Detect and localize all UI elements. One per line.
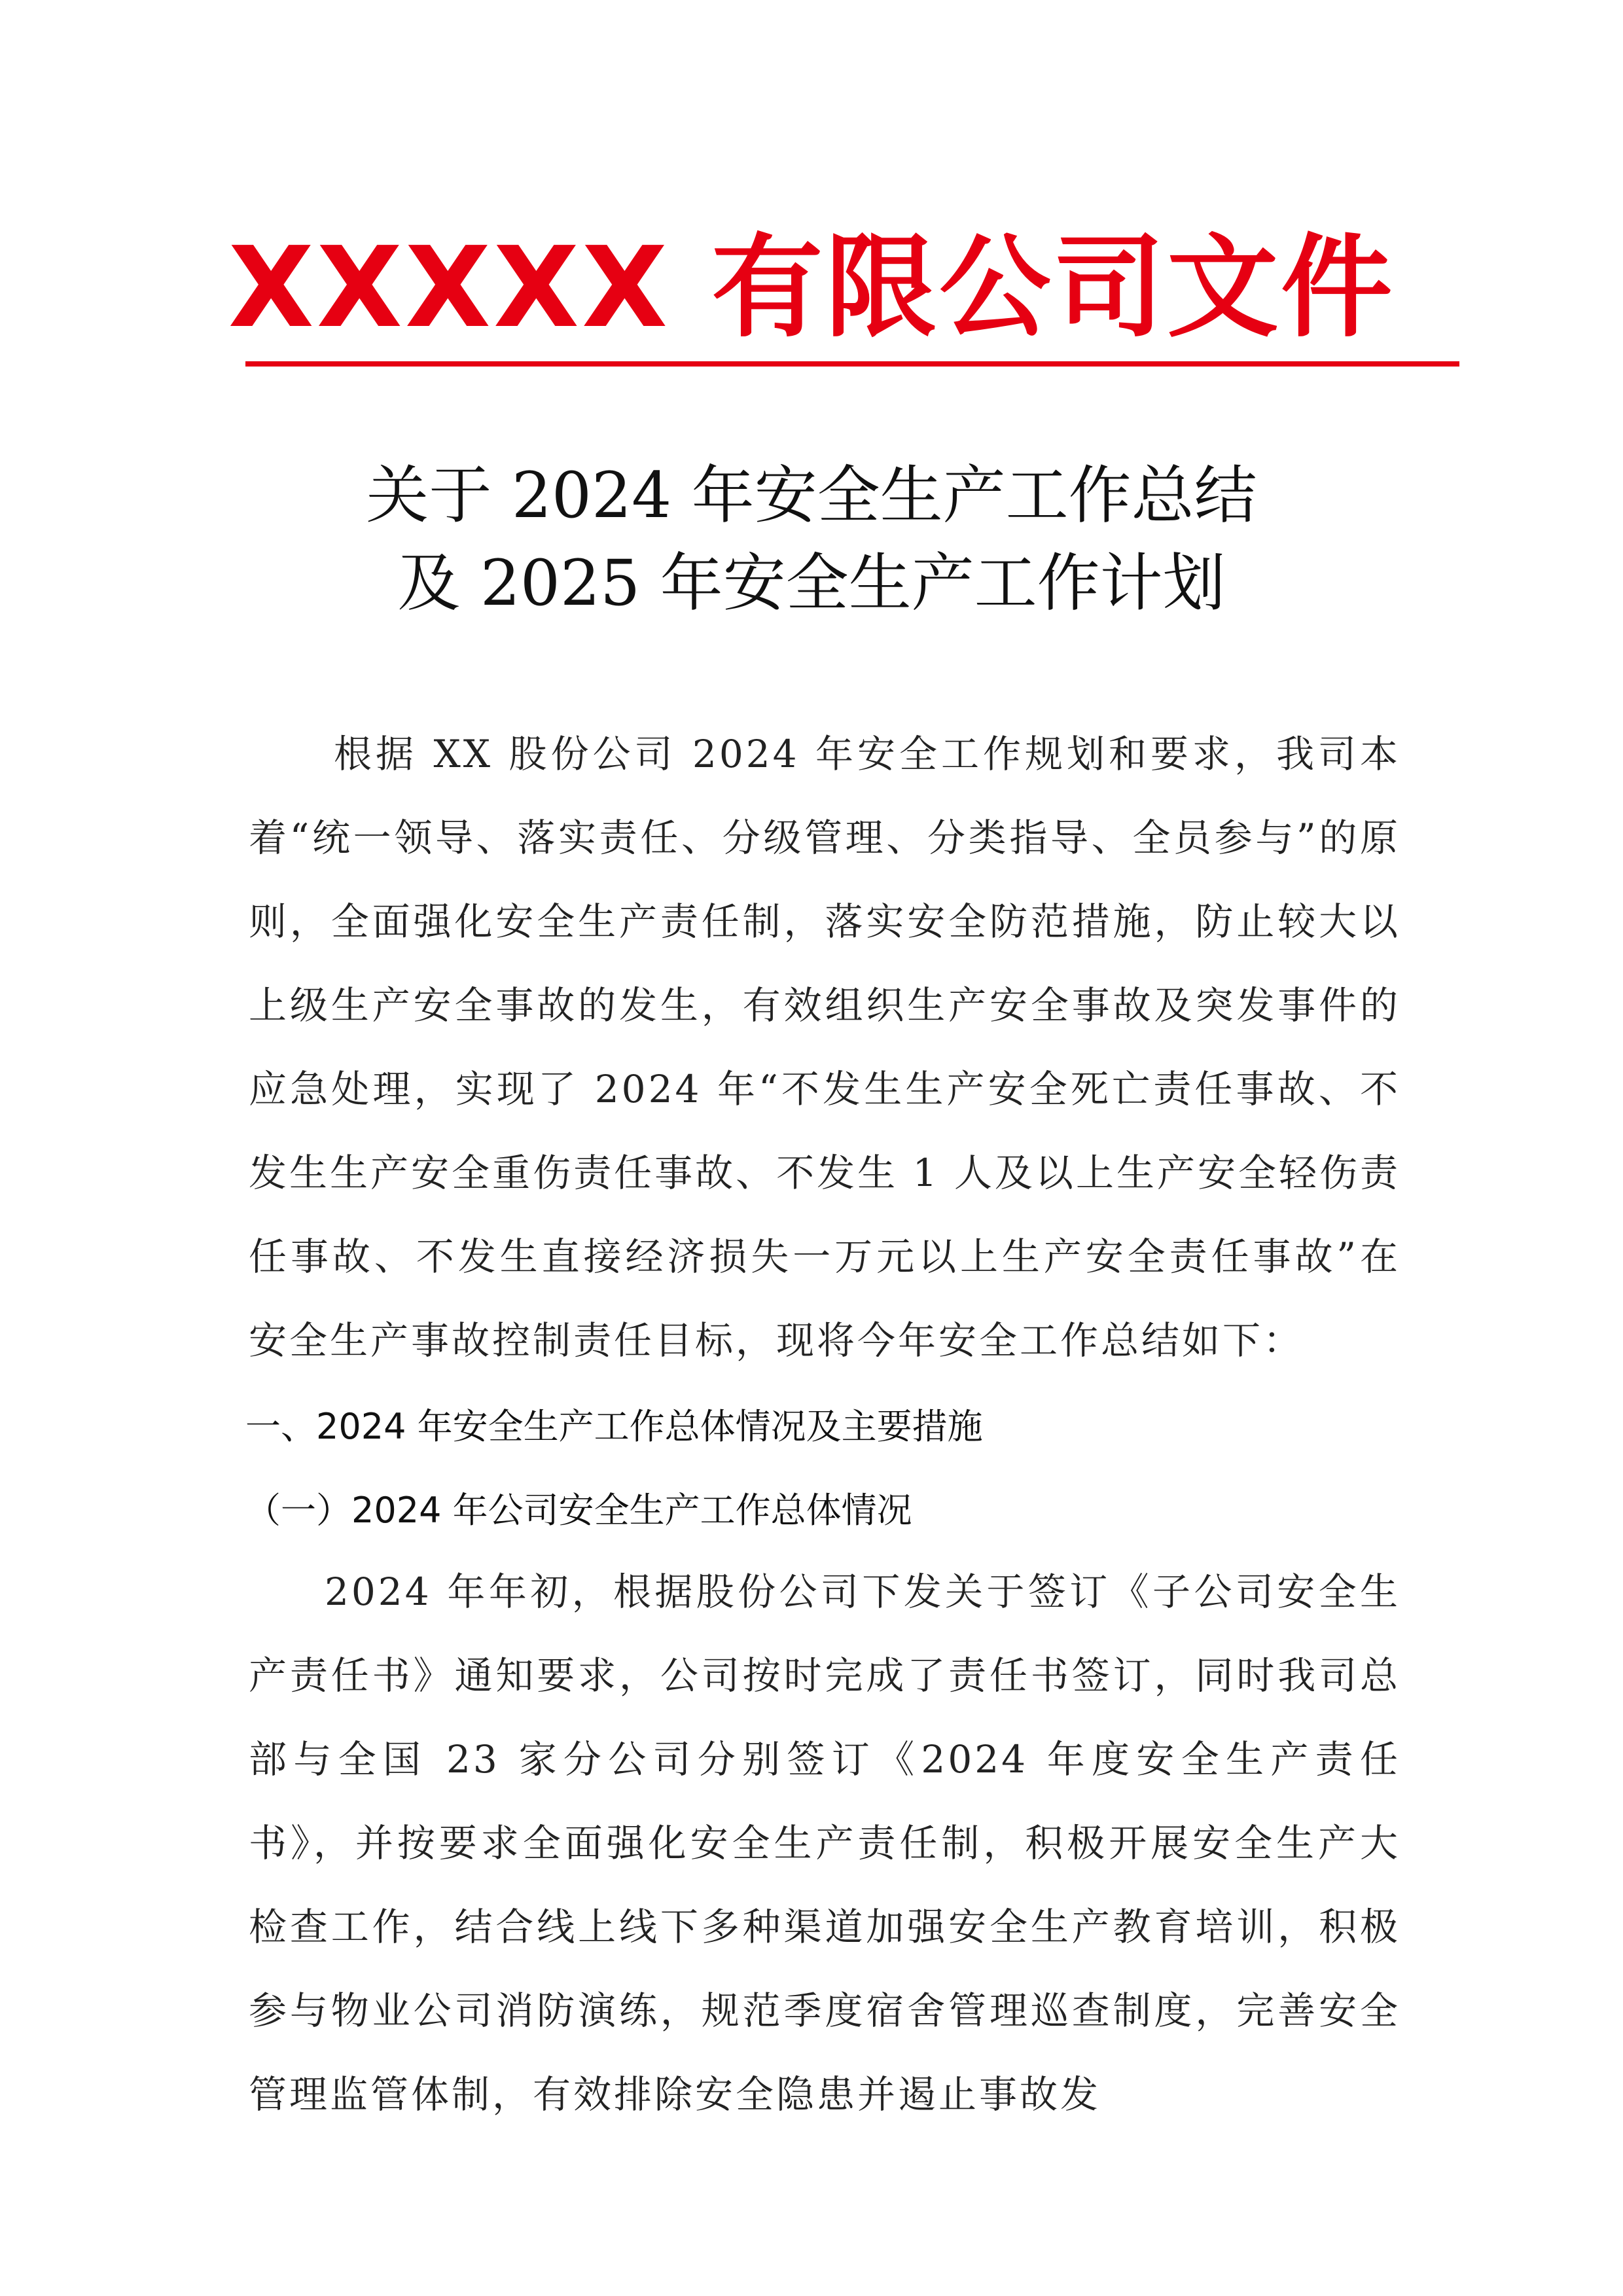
document-header-title: XXXXX 有限公司文件 [228,223,1395,353]
section-heading-1: 一、2024 年安全生产工作总体情况及主要措施 [245,1406,983,1447]
intro-paragraph: 根据 XX 股份公司 2024 年安全工作规划和要求，我司本着“统一领导、落实责任、分级管理、分类指导、全员参与”的原则，全面强化安全生产责任制，落实安全防范措施，防止较大以上级生产安全事故的发生，有效组织生产安全事故及突发事件的应急处理，实现了 2024 年“不发生生产安全死亡责任事故、不发生生产安全重伤责任事故、不发生 1 人及以上生产安全轻伤责任事故、不发生直接经济损失一万元以上生产安全责任事故”在安全生产事故控制责任目标，现将今年安全工作总结如下： [249,732,1400,1363]
subsection-paragraph-1: 2024 年年初，根据股份公司下发关于签订《子公司安全生产责任书》通知要求，公司按时完成了责任书签订，同时我司总部与全国 23 家分公司分别签订《2024 年度安全生产责任书》，并按要求全面强化安全生产责任制，积极开展安全生产大检查工作，结合线上线下多种渠道加强安全生产教育培训，积极参与物业公司消防演练，规范季度宿舍管理巡查制度，完善安全管理监管体制，有效排除安全隐患并遏止事故发 [249,1570,1400,2117]
header-red-rule [245,361,1459,367]
document-title-line-1: 关于 2024 年安全生产工作总结 [366,459,1257,532]
document-title-line-2: 及 2025 年安全生产工作计划 [397,547,1226,620]
subsection-heading-1: （一）2024 年公司安全生产工作总体情况 [245,1490,912,1531]
